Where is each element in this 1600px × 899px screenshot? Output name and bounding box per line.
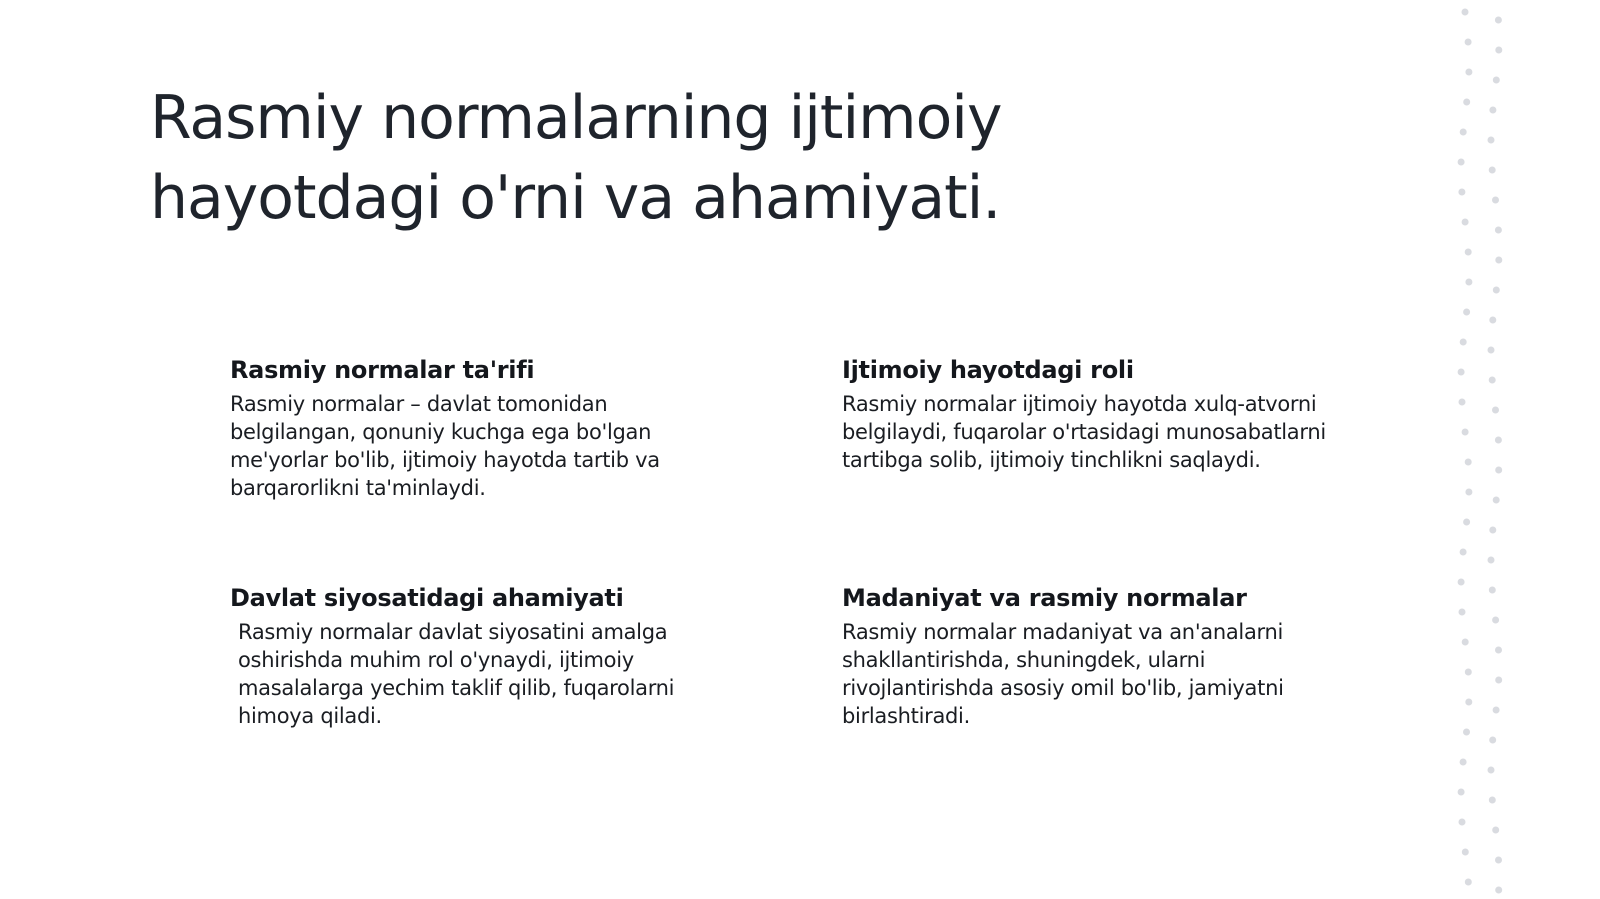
- card-heading: Rasmiy normalar ta'rifi: [230, 356, 535, 384]
- decorative-dot: [1458, 789, 1465, 796]
- decorative-dot: [1488, 557, 1495, 564]
- decorative-dot: [1495, 677, 1502, 684]
- decorative-dot: [1489, 737, 1496, 744]
- decorative-dot: [1492, 617, 1499, 624]
- decorative-dot: [1489, 527, 1496, 534]
- decorative-dot: [1492, 407, 1499, 414]
- decorative-dot: [1489, 587, 1496, 594]
- decorative-dot: [1459, 819, 1466, 826]
- card-body: Rasmiy normalar – davlat tomonidan belgilangan, qonuniy kuchga ega bo'lgan me'yorlar bo'lib, ijtimoiy hayotda tartib va barqarorlikni ta'minlaydi.: [230, 392, 660, 500]
- decorative-dot: [1489, 107, 1496, 114]
- decorative-dot: [1458, 369, 1465, 376]
- decorative-dot: [1488, 137, 1495, 144]
- decorative-dot: [1493, 707, 1500, 714]
- card-culture: [842, 582, 1342, 730]
- slide-title: Rasmiy normalarning ijtimoiy hayotdagi o'rni va ahamiyati.: [150, 83, 1002, 233]
- decorative-dot: [1460, 339, 1467, 346]
- card-heading: Davlat siyosatidagi ahamiyati: [230, 584, 624, 612]
- card-body: Rasmiy normalar ijtimoiy hayotda xulq-atvorni belgilaydi, fuqarolar o'rtasidagi munosabatlarni tartibga solib, ijtimoiy tinchlikni saqlaydi.: [842, 392, 1326, 472]
- decorative-dot: [1492, 827, 1499, 834]
- decorative-dot: [1489, 377, 1496, 384]
- decorative-dot: [1495, 227, 1502, 234]
- decorative-dot: [1465, 249, 1472, 256]
- decorative-dot: [1460, 129, 1467, 136]
- decorative-dot: [1465, 69, 1472, 76]
- decorative-dot: [1493, 497, 1500, 504]
- decorative-dot: [1462, 9, 1469, 16]
- decorative-dot: [1495, 467, 1502, 474]
- decorative-dot: [1462, 849, 1469, 856]
- decorative-dot: [1489, 167, 1496, 174]
- card-definition: [230, 354, 730, 502]
- card-heading: Ijtimoiy hayotdagi roli: [842, 356, 1134, 384]
- decorative-dot: [1463, 729, 1470, 736]
- decorative-dot: [1493, 287, 1500, 294]
- card-social-role: [842, 354, 1382, 474]
- decorative-dot: [1465, 459, 1472, 466]
- card-state-policy: [230, 582, 730, 730]
- decorative-dot: [1465, 39, 1472, 46]
- decorative-dot: [1463, 309, 1470, 316]
- decorative-dot: [1465, 489, 1472, 496]
- decorative-dot-pattern: [1455, 0, 1535, 899]
- decorative-dot: [1492, 197, 1499, 204]
- decorative-dot: [1460, 759, 1467, 766]
- card-body: Rasmiy normalar davlat siyosatini amalga oshirishda muhim rol o'ynaydi, ijtimoiy masalalarga yechim taklif qilib, fuqarolarni himoya qiladi.: [238, 620, 675, 728]
- decorative-dot: [1462, 639, 1469, 646]
- decorative-dot: [1495, 647, 1502, 654]
- decorative-dot: [1463, 99, 1470, 106]
- decorative-dot: [1458, 579, 1465, 586]
- decorative-dot: [1458, 189, 1465, 196]
- decorative-dot: [1495, 887, 1502, 894]
- decorative-dot: [1465, 669, 1472, 676]
- decorative-dot: [1488, 767, 1495, 774]
- decorative-dot: [1459, 399, 1466, 406]
- decorative-dot: [1462, 429, 1469, 436]
- decorative-dot: [1495, 437, 1502, 444]
- card-heading: Madaniyat va rasmiy normalar: [842, 584, 1247, 612]
- decorative-dot: [1463, 519, 1470, 526]
- decorative-dot: [1495, 857, 1502, 864]
- decorative-dot: [1489, 797, 1496, 804]
- decorative-dot: [1495, 257, 1502, 264]
- decorative-dot: [1495, 17, 1502, 24]
- decorative-dot: [1465, 879, 1472, 886]
- decorative-dot: [1458, 159, 1465, 166]
- decorative-dot: [1489, 317, 1496, 324]
- decorative-dot: [1465, 279, 1472, 286]
- decorative-dot: [1462, 219, 1469, 226]
- decorative-dot: [1465, 699, 1472, 706]
- decorative-dot: [1460, 549, 1467, 556]
- decorative-dot: [1459, 609, 1466, 616]
- decorative-dot: [1493, 77, 1500, 84]
- decorative-dot: [1488, 347, 1495, 354]
- card-body: Rasmiy normalar madaniyat va an'analarni shakllantirishda, shuningdek, ularni rivojlantirishda asosiy omil bo'lib, jamiyatni birlashtiradi.: [842, 620, 1284, 728]
- decorative-dot: [1495, 47, 1502, 54]
